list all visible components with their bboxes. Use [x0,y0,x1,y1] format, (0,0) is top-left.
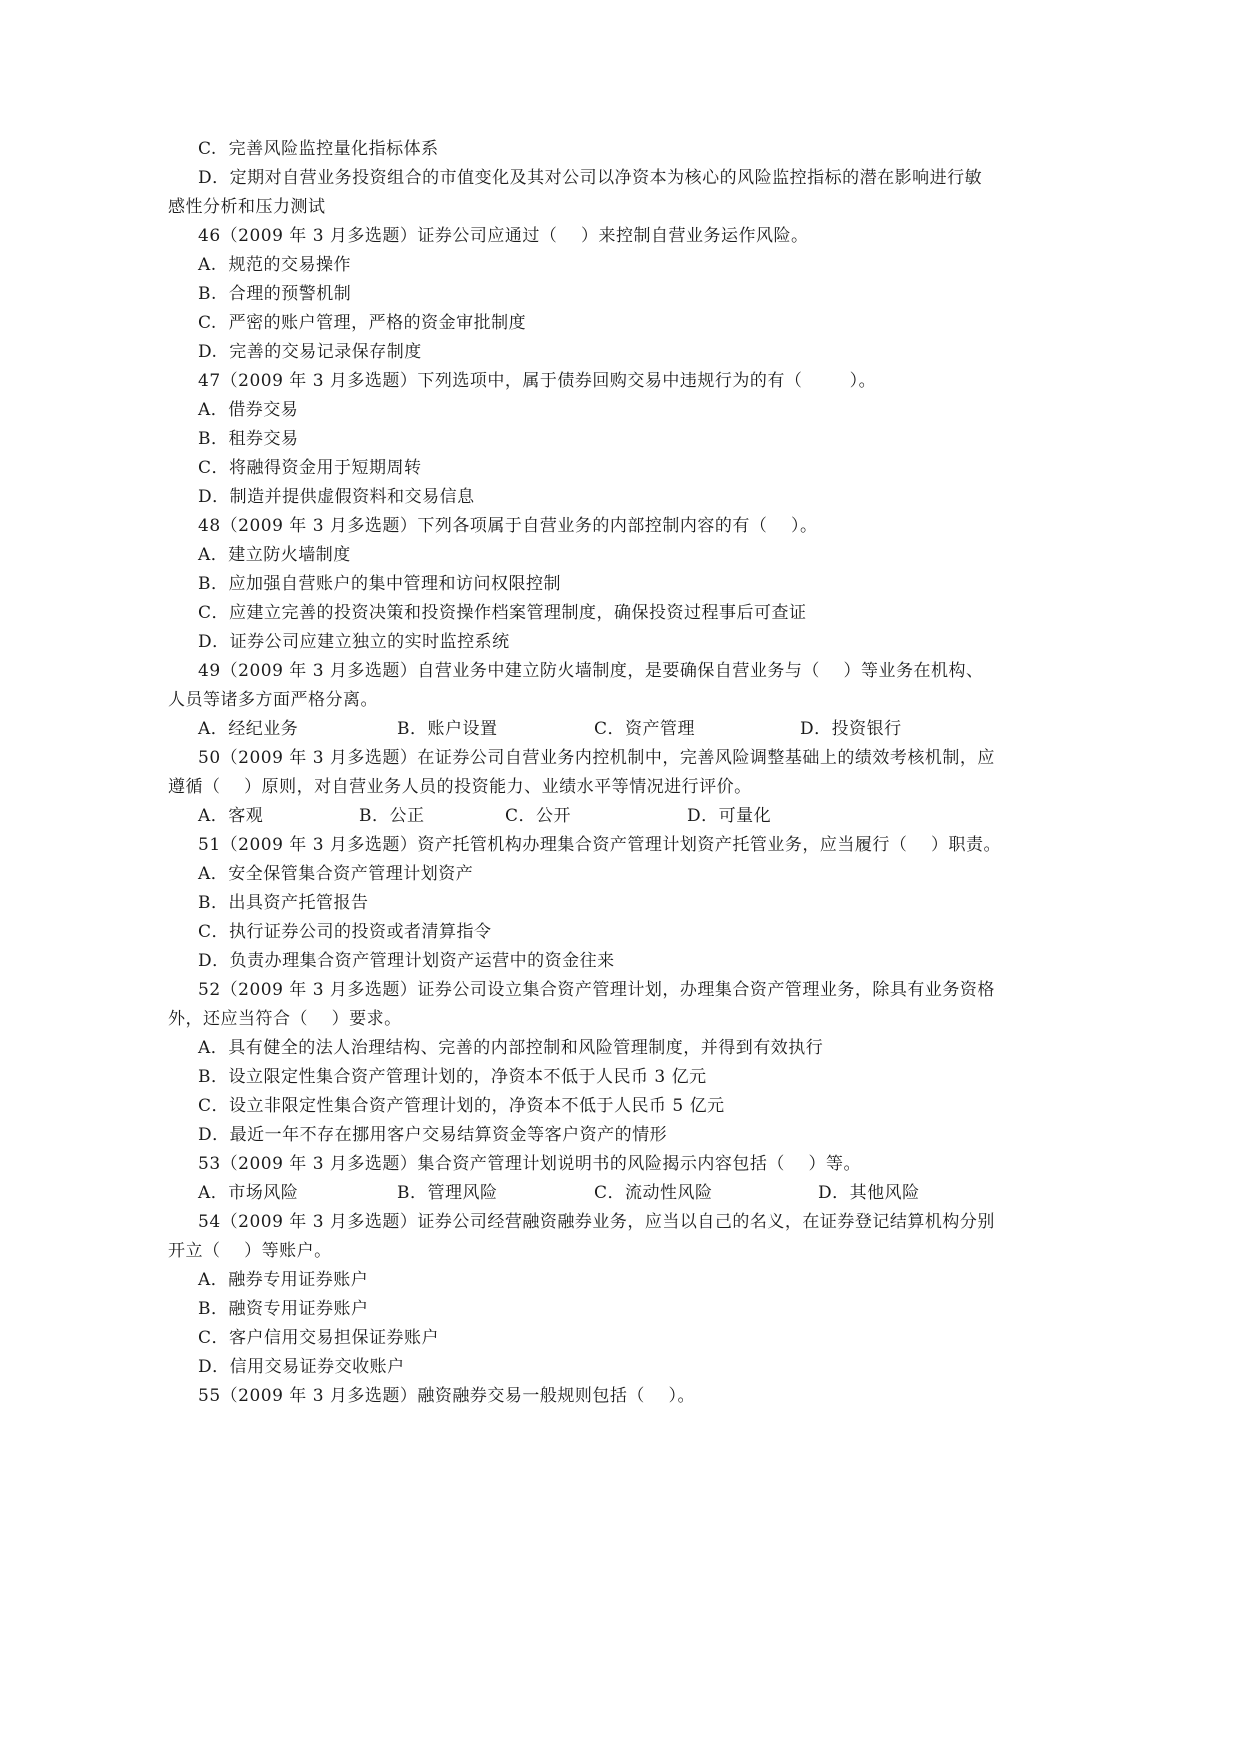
text-line: C．将融得资金用于短期周转 [198,458,422,478]
text-line: D．最近一年不存在挪用客户交易结算资金等客户资产的情形 [198,1125,668,1145]
question-55: 55（2009 年 3 月多选题）融资融券交易一般规则包括（ ）。 [198,1386,696,1406]
text-line: B．出具资产托管报告 [198,893,369,913]
option-50-b: B．公正 [359,806,425,826]
text-line: B. 合理的预警机制 [198,284,352,304]
question-51: 51（2009 年 3 月多选题）资产托管机构办理集合资产管理计划资产托管业务，应当履行（ ）职责。 [198,835,1002,855]
text-line: 外，还应当符合（ ）要求。 [168,1009,402,1029]
option-53-a: A．市场风险 [198,1183,299,1203]
text-line: A．建立防火墙制度 [198,545,351,565]
option-53-c: C．流动性风险 [594,1183,713,1203]
text-line: C．执行证券公司的投资或者清算指令 [198,922,492,942]
option-53-d: D．其他风险 [818,1183,920,1203]
text-line: D．负责办理集合资产管理计划资产运营中的资金往来 [198,951,615,971]
text-line: C. 完善风险监控量化指标体系 [198,139,439,159]
text-line: A. 规范的交易操作 [198,255,351,275]
text-line: C．设立非限定性集合资产管理计划的，净资本不低于人民币 5 亿元 [198,1096,725,1116]
text-line: 感性分析和压力测试 [168,197,326,217]
question-49: 49（2009 年 3 月多选题）自营业务中建立防火墙制度，是要确保自营业务与（ ）等业务在机构、 [198,661,984,681]
option-49-b: B．账户设置 [397,719,498,739]
text-line: D．制造并提供虚假资料和交易信息 [198,487,475,507]
text-line: 遵循（ ）原则，对自营业务人员的投资能力、业绩水平等情况进行评价。 [168,777,752,797]
text-line: C．客户信用交易担保证券账户 [198,1328,440,1348]
question-47: 47（2009 年 3 月多选题）下列选项中，属于债券回购交易中违规行为的有（ ）。 [198,371,877,391]
text-line: D．定期对自营业务投资组合的市值变化及其对公司以净资本为核心的风险监控指标的潜在影响进行敏 [198,168,983,188]
option-50-d: D．可量化 [687,806,772,826]
question-52: 52（2009 年 3 月多选题）证券公司设立集合资产管理计划，办理集合资产管理业务，除具有业务资格 [198,980,995,1000]
question-50: 50（2009 年 3 月多选题）在证券公司自营业务内控机制中，完善风险调整基础上的绩效考核机制，应 [198,748,995,768]
text-line: B．融资专用证券账户 [198,1299,369,1319]
text-line: A．安全保管集合资产管理计划资产 [198,864,474,884]
text-line: D. 完善的交易记录保存制度 [198,342,422,362]
option-49-d: D．投资银行 [800,719,902,739]
text-line: C. 严密的账户管理，严格的资金审批制度 [198,313,527,333]
question-54: 54（2009 年 3 月多选题）证券公司经营融资融券业务，应当以自己的名义，在证券登记结算机构分别 [198,1212,995,1232]
text-line: B．设立限定性集合资产管理计划的，净资本不低于人民币 3 亿元 [198,1067,707,1087]
text-line: D．证券公司应建立独立的实时监控系统 [198,632,510,652]
text-line: D．信用交易证券交收账户 [198,1357,405,1377]
text-line: C．应建立完善的投资决策和投资操作档案管理制度，确保投资过程事后可查证 [198,603,807,623]
option-53-b: B．管理风险 [397,1183,498,1203]
text-line: A．融券专用证券账户 [198,1270,369,1290]
option-49-a: A．经纪业务 [198,719,299,739]
option-49-c: C．资产管理 [594,719,696,739]
question-48: 48（2009 年 3 月多选题）下列各项属于自营业务的内部控制内容的有（ ）。 [198,516,818,536]
text-line: 开立（ ）等账户。 [168,1241,332,1261]
option-50-a: A．客观 [198,806,264,826]
question-46: 46（2009 年 3 月多选题）证券公司应通过（ ）来控制自营业务运作风险。 [198,226,809,246]
text-line: 人员等诸多方面严格分离。 [168,690,378,710]
text-line: A．借券交易 [198,400,299,420]
question-53: 53（2009 年 3 月多选题）集合资产管理计划说明书的风险揭示内容包括（ ）等。 [198,1154,862,1174]
text-line: B．应加强自营账户的集中管理和访问权限控制 [198,574,561,594]
text-line: A．具有健全的法人治理结构、完善的内部控制和风险管理制度，并得到有效执行 [198,1038,824,1058]
option-50-c: C．公开 [505,806,572,826]
text-line: B．租券交易 [198,429,299,449]
